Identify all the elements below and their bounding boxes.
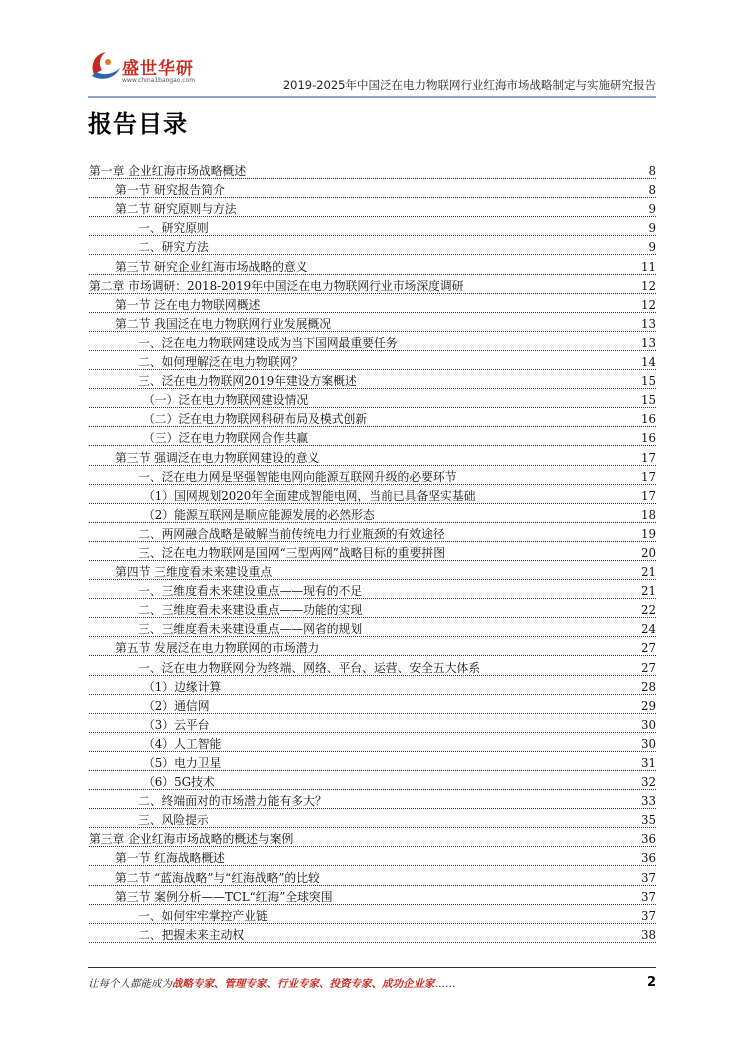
toc-entry-title: 二、终端面对的市场潜力能有多大？ (138, 794, 327, 809)
toc-entry[interactable] (89, 828, 656, 847)
toc-entry-title: （5）电力卫星 (143, 756, 222, 770)
toc-entry-page: 16 (640, 412, 656, 427)
toc-entry-page: 30 (640, 736, 656, 751)
toc-entry-page: 37 (640, 889, 656, 904)
toc-entry-title: 第一节 红海战略概述 (115, 851, 225, 866)
toc-entry[interactable] (89, 294, 656, 313)
toc-entry[interactable] (89, 160, 656, 179)
toc-entry[interactable] (89, 217, 656, 236)
document-title: 2019-2025年中国泛在电力物联网行业红海市场战略制定与实施研究报告 (282, 78, 656, 92)
toc-entry-page: 17 (640, 450, 656, 465)
toc-entry[interactable] (89, 408, 656, 427)
table-of-contents (89, 160, 656, 943)
toc-entry-page: 16 (640, 431, 656, 446)
toc-entry[interactable] (89, 198, 656, 217)
toc-entry-title: （1）国网规划2020年全面建成智能电网，当前已具备坚实基础 (143, 488, 476, 503)
toc-entry-title: 三、三维度看未来建设重点——网省的规划 (138, 622, 363, 637)
toc-entry-page: 8 (648, 164, 656, 179)
logo-name: 盛世华研 (122, 59, 194, 79)
toc-entry[interactable] (89, 332, 656, 351)
toc-entry-title: 一、泛在电力网是坚强智能电网向能源互联网升级的必要环节 (138, 469, 457, 484)
toc-entry-page: 24 (640, 622, 656, 637)
toc-entry-title: （一）泛在电力物联网建设情况 (143, 393, 309, 408)
toc-entry[interactable] (89, 466, 656, 485)
toc-entry[interactable] (89, 847, 656, 866)
toc-entry-title: 二、把握未来主动权 (138, 927, 245, 942)
toc-entry[interactable] (89, 905, 656, 924)
toc-entry-title: 第三节 强调泛在电力物联网建设的意义 (115, 450, 320, 465)
toc-entry-page: 21 (640, 565, 656, 580)
toc-entry-page: 27 (640, 641, 656, 656)
toc-entry[interactable] (89, 504, 656, 523)
toc-entry-page: 13 (640, 316, 656, 331)
toc-entry-title: 第五节 发展泛在电力物联网的市场潜力 (115, 641, 320, 656)
toc-entry-page: 17 (640, 488, 656, 503)
header-divider (88, 96, 656, 98)
toc-entry[interactable] (89, 523, 656, 542)
toc-entry[interactable] (89, 695, 656, 714)
toc-entry-page: 20 (640, 545, 656, 560)
toc-entry[interactable] (89, 427, 656, 446)
page-header (88, 40, 656, 96)
toc-entry[interactable] (89, 790, 656, 809)
toc-entry[interactable] (89, 485, 656, 504)
page-title: 报告目录 (88, 110, 188, 138)
toc-entry[interactable] (89, 809, 656, 828)
toc-entry-title: 第三章 企业红海市场战略的概述与案例 (89, 832, 294, 847)
toc-entry-page: 12 (640, 297, 656, 312)
toc-entry-title: 三、泛在电力物联网是国网“三型两网”战略目标的重要拼图 (138, 545, 445, 560)
toc-entry-title: 第一节 研究报告简介 (115, 183, 225, 198)
footer-suffix: …… (434, 978, 456, 990)
toc-entry[interactable] (89, 179, 656, 198)
toc-entry[interactable] (89, 446, 656, 465)
toc-entry-title: 一、研究原则 (138, 221, 209, 236)
logo-url: www.china1baogao.com (122, 77, 196, 84)
toc-entry-page: 13 (640, 335, 656, 350)
toc-entry-page: 19 (640, 526, 656, 541)
toc-entry-page: 31 (640, 756, 656, 770)
toc-entry-title: 一、三维度看未来建设重点——现有的不足 (138, 584, 363, 599)
toc-entry[interactable] (89, 676, 656, 695)
toc-entry[interactable] (89, 752, 656, 771)
toc-entry-page: 32 (640, 775, 656, 790)
toc-entry-page: 11 (640, 259, 656, 274)
toc-entry-title: 二、研究方法 (138, 240, 209, 255)
toc-entry-title: 第二节 我国泛在电力物联网行业发展概况 (115, 316, 332, 331)
toc-entry[interactable] (89, 255, 656, 274)
toc-entry-title: 三、泛在电力物联网2019年建设方案概述 (138, 374, 357, 389)
toc-entry-page: 29 (640, 698, 656, 713)
toc-entry-page: 15 (640, 374, 656, 389)
toc-entry-title: 一、如何牢牢掌控产业链 (138, 908, 268, 923)
toc-entry[interactable] (89, 656, 656, 675)
toc-entry-page: 37 (640, 908, 656, 923)
toc-entry[interactable] (89, 275, 656, 294)
footer-roles: 战略专家、管理专家、行业专家、投资专家、成功企业家 (172, 978, 435, 990)
toc-entry-title: 第二章 市场调研：2018-2019年中国泛在电力物联网行业市场深度调研 (89, 278, 464, 293)
toc-entry[interactable] (89, 370, 656, 389)
toc-entry-page: 12 (640, 278, 656, 293)
toc-entry-page: 22 (640, 603, 656, 618)
toc-entry[interactable] (89, 351, 656, 370)
toc-entry-title: 第一节 泛在电力物联网概述 (115, 297, 261, 312)
toc-entry[interactable] (89, 599, 656, 618)
toc-entry[interactable] (89, 771, 656, 790)
toc-entry-page: 28 (640, 679, 656, 694)
toc-entry[interactable] (89, 618, 656, 637)
footer-prefix: 让每个人都能成为 (88, 978, 172, 990)
toc-entry-title: 第一章 企业红海市场战略概述 (89, 164, 247, 179)
toc-entry-page: 36 (640, 832, 656, 847)
page-number: 2 (646, 975, 656, 990)
toc-entry[interactable] (89, 580, 656, 599)
toc-entry-page: 30 (640, 717, 656, 732)
toc-entry-title: （4）人工智能 (143, 736, 222, 751)
toc-entry-title: 第二节 “蓝海战略”与“红海战略”的比较 (115, 870, 320, 885)
toc-entry[interactable] (89, 886, 656, 905)
toc-entry-title: （2）通信网 (143, 698, 210, 713)
toc-entry-title: 一、泛在电力物联网建设成为当下国网最重要任务 (138, 335, 398, 350)
toc-entry-title: 三、风险提示 (138, 813, 209, 828)
toc-entry-page: 9 (648, 240, 656, 255)
toc-entry[interactable] (89, 542, 656, 561)
company-logo (88, 40, 218, 92)
toc-entry-page: 35 (640, 813, 656, 828)
toc-entry[interactable] (89, 637, 656, 656)
toc-entry-title: 二、如何理解泛在电力物联网？ (138, 355, 304, 370)
toc-entry-page: 8 (648, 183, 656, 198)
toc-entry[interactable] (89, 561, 656, 580)
toc-entry[interactable] (89, 866, 656, 885)
toc-entry-title: 第三节 研究企业红海市场战略的意义 (115, 259, 308, 274)
toc-entry[interactable] (89, 313, 656, 332)
toc-entry-page: 33 (640, 794, 656, 809)
toc-entry-title: （1）边缘计算 (143, 679, 222, 694)
toc-entry-title: （2）能源互联网是顺应能源发展的必然形态 (143, 507, 375, 522)
toc-entry-page: 9 (648, 202, 656, 217)
toc-entry[interactable] (89, 733, 656, 752)
footer-slogan (88, 976, 456, 991)
toc-entry-page: 36 (640, 851, 656, 866)
logo-emblem-icon (88, 44, 122, 84)
toc-entry[interactable] (89, 714, 656, 733)
footer-divider (88, 967, 656, 968)
toc-entry-title: （三）泛在电力物联网合作共赢 (143, 431, 309, 446)
toc-entry-page: 27 (640, 660, 656, 675)
toc-entry[interactable] (89, 924, 656, 943)
toc-entry-page: 21 (640, 584, 656, 599)
toc-entry-page: 37 (640, 870, 656, 885)
toc-entry[interactable] (89, 389, 656, 408)
toc-entry-title: 第二节 研究原则与方法 (115, 202, 237, 217)
toc-entry-title: （3）云平台 (143, 717, 210, 732)
toc-entry-title: 二、三维度看未来建设重点——功能的实现 (138, 603, 363, 618)
toc-entry-page: 18 (640, 507, 656, 522)
toc-entry-page: 14 (640, 355, 656, 370)
toc-entry-title: （6）5G技术 (143, 775, 215, 790)
toc-entry-title: （二）泛在电力物联网科研布局及模式创新 (143, 412, 368, 427)
toc-entry-page: 17 (640, 469, 656, 484)
toc-entry-title: 第四节 三维度看未来建设重点 (115, 565, 273, 580)
toc-entry-title: 第三节 案例分析——TCL“红海”全球突围 (115, 889, 333, 904)
toc-entry-page: 38 (640, 927, 656, 942)
toc-entry-page: 15 (640, 393, 656, 408)
toc-entry-title: 一、泛在电力物联网分为终端、网络、平台、运营、安全五大体系 (138, 660, 481, 675)
toc-entry-title: 二、两网融合战略是破解当前传统电力行业瓶颈的有效途径 (138, 526, 445, 541)
toc-entry-page: 9 (648, 221, 656, 236)
toc-entry[interactable] (89, 236, 656, 255)
